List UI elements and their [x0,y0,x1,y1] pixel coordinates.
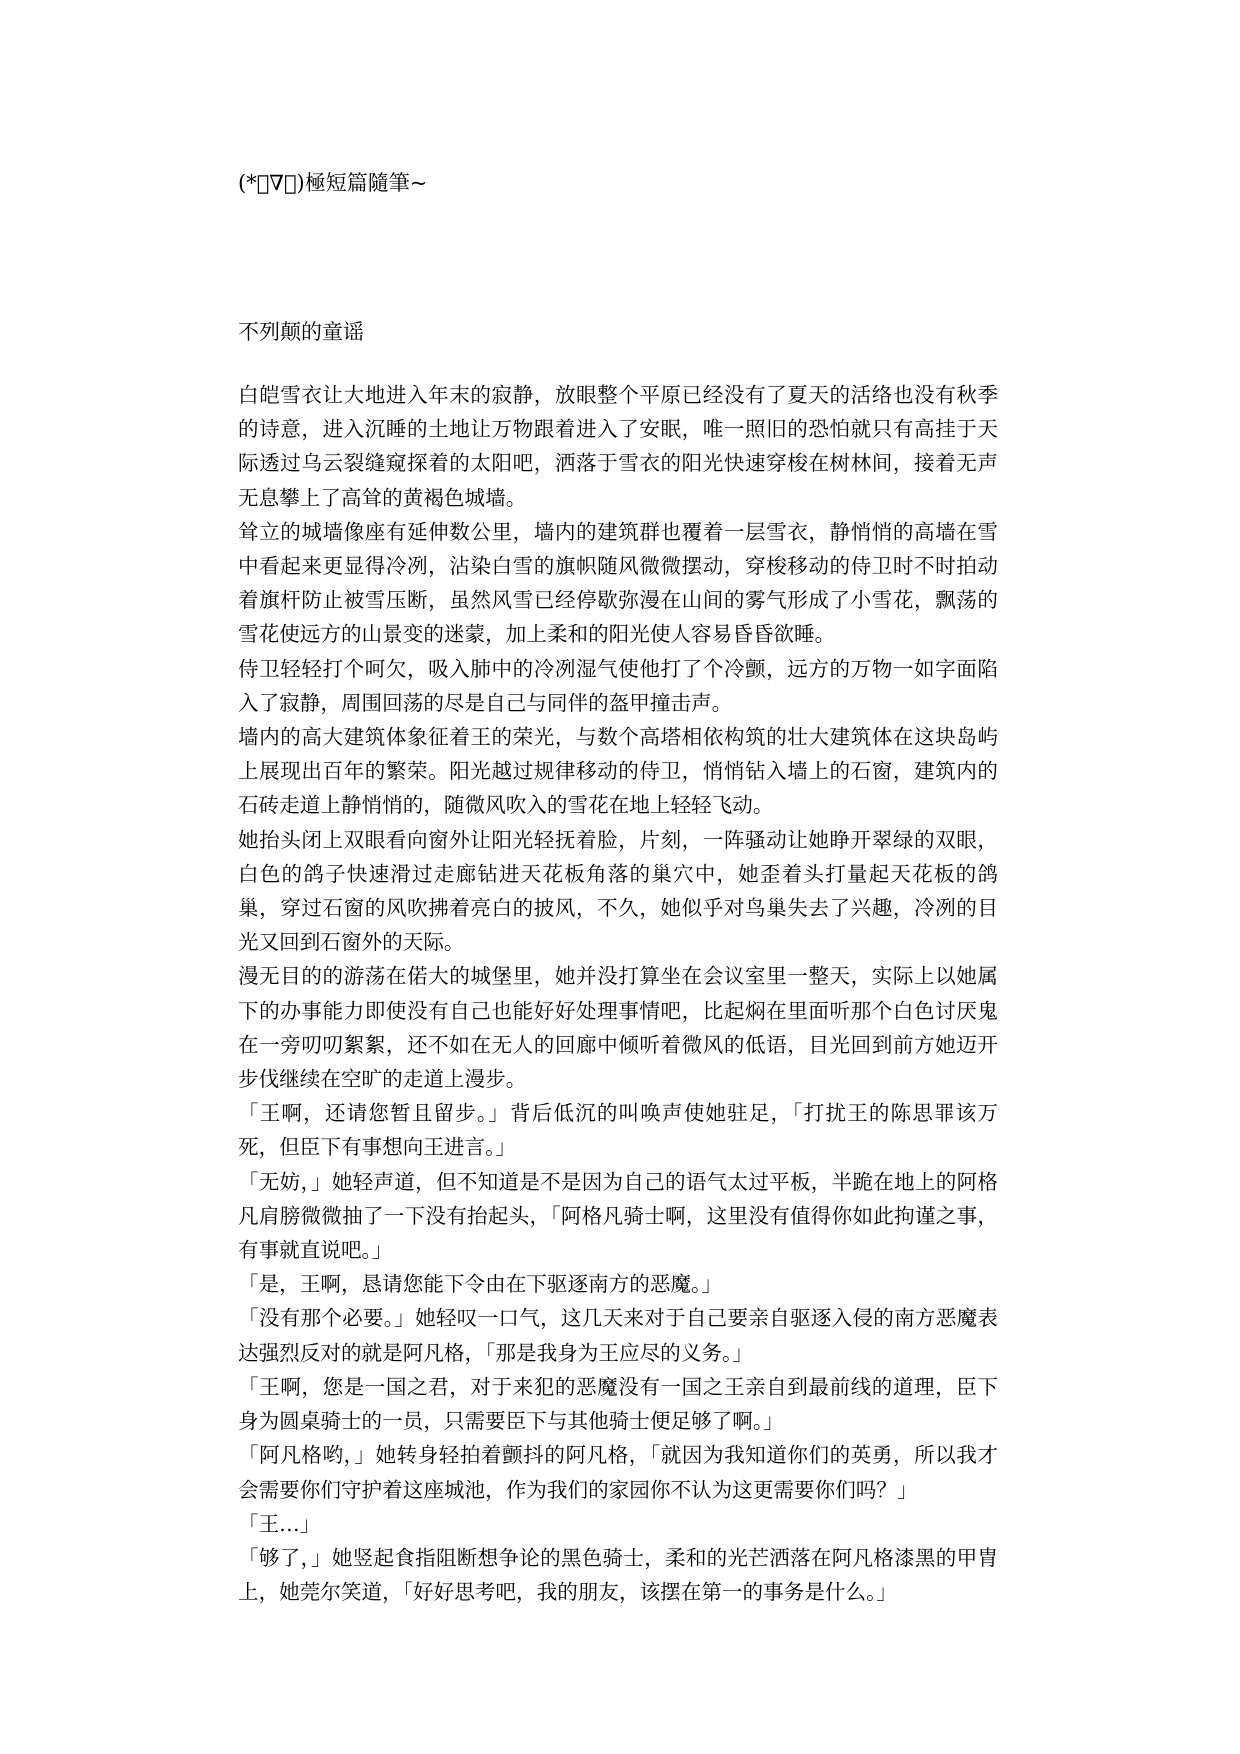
paragraph: 漫无目的的游荡在偌大的城堡里，她并没打算坐在会议室里一整天，实际上以她属下的办事能力即使没有自己也能好好处理事情吧，比起焖在里面听那个白色讨厌鬼在一旁叨叨絮絮，还不如在无人的回廊中倾听着微风的低语，目光回到前方她迈开步伐继续在空旷的走道上漫步。 [238,964,998,1092]
paragraph: 「王啊，还请您暂且留步。」背后低沉的叫唤声使她驻足，「打扰王的陈思罪该万死，但臣下有事想向王进言。」 [238,1101,998,1160]
paragraph: 耸立的城墙像座有延伸数公里，墙内的建筑群也覆着一层雪衣，静悄悄的高墙在雪中看起来更显得冷冽，沾染白雪的旗帜随风微微摆动，穿梭移动的侍卫时不时拍动着旗杆防止被雪压断，虽然风雪已经停歇弥漫在山间的雾气形成了小雪花，飘荡的雪花使远方的山景变的迷蒙，加上柔和的阳光使人容易昏昏欲睡。 [238,519,998,647]
paragraph: 「王啊，您是一国之君，对于来犯的恶魔没有一国之王亲自到最前线的道理，臣下身为圆桌骑士的一员，只需要臣下与其他骑士便足够了啊。」 [238,1374,998,1434]
paragraph: 「阿凡格哟，」她转身轻拍着颤抖的阿凡格，「就因为我知道你们的英勇，所以我才会需要你们守护着这座城池，作为我们的家园你不认为这更需要你们吗？」 [238,1443,998,1502]
paragraph: 侍卫轻轻打个呵欠，吸入肺中的冷冽湿气使他打了个冷颤，远方的万物一如字面陷入了寂静，周围回荡的尽是自己与同伴的盔甲撞击声。 [238,656,998,715]
paragraph: 「没有那个必要。」她轻叹一口气，这几天来对于自己要亲自驱逐入侵的南方恶魔表达强烈反对的就是阿凡格，「那是我身为王应尽的义务。」 [238,1306,998,1365]
paragraph: 白皑雪衣让大地进入年末的寂静，放眼整个平原已经没有了夏天的活络也没有秋季的诗意，进入沉睡的土地让万物跟着进入了安眠，唯一照旧的恐怕就只有高挂于天际透过乌云裂缝窥探着的太阳吧，洒落于雪衣的阳光快速穿梭在树林间，接着无声无息攀上了高耸的黄褐色城墙。 [238,383,998,510]
page-header-title: (*ﾟ∇ﾟ)極短篇隨筆~ [238,171,428,195]
paragraph: 「够了，」她竖起食指阻断想争论的黑色骑士，柔和的光芒洒落在阿凡格漆黑的甲胄上，她莞尔笑道，「好好思考吧，我的朋友，该摆在第一的事务是什么。」 [238,1545,998,1605]
paragraph: 墙内的高大建筑体象征着王的荣光，与数个高塔相依构筑的壮大建筑体在这块岛屿上展现出百年的繁荣。阳光越过规律移动的侍卫，悄悄钻入墙上的石窗，建筑内的石砖走道上静悄悄的，随微风吹入的雪花在地上轻轻飞动。 [238,725,998,818]
paragraph: 她抬头闭上双眼看向窗外让阳光轻抚着脸，片刻，一阵骚动让她睁开翠绿的双眼，白色的鸽子快速滑过走廊钻进天花板角落的巢穴中，她歪着头打量起天花板的鸽巢，穿过石窗的风吹拂着亮白的披风，不久，她似乎对鸟巢失去了兴趣，冷冽的目光又回到石窗外的天际。 [238,827,998,955]
story-title: 不列颠的童谣 [238,320,364,344]
paragraph: 「是，王啊，恳请您能下令由在下驱逐南方的恶魔。」 [238,1272,722,1297]
paragraph: 「无妨，」她轻声道，但不知道是不是因为自己的语气太过平板，半跪在地上的阿格凡肩膀微微抽了一下没有抬起头，「阿格凡骑士啊，这里没有值得你如此拘谨之事，有事就直说吧。」 [238,1169,998,1263]
paragraph: 「王…」 [238,1511,321,1536]
story-body [238,378,998,1609]
